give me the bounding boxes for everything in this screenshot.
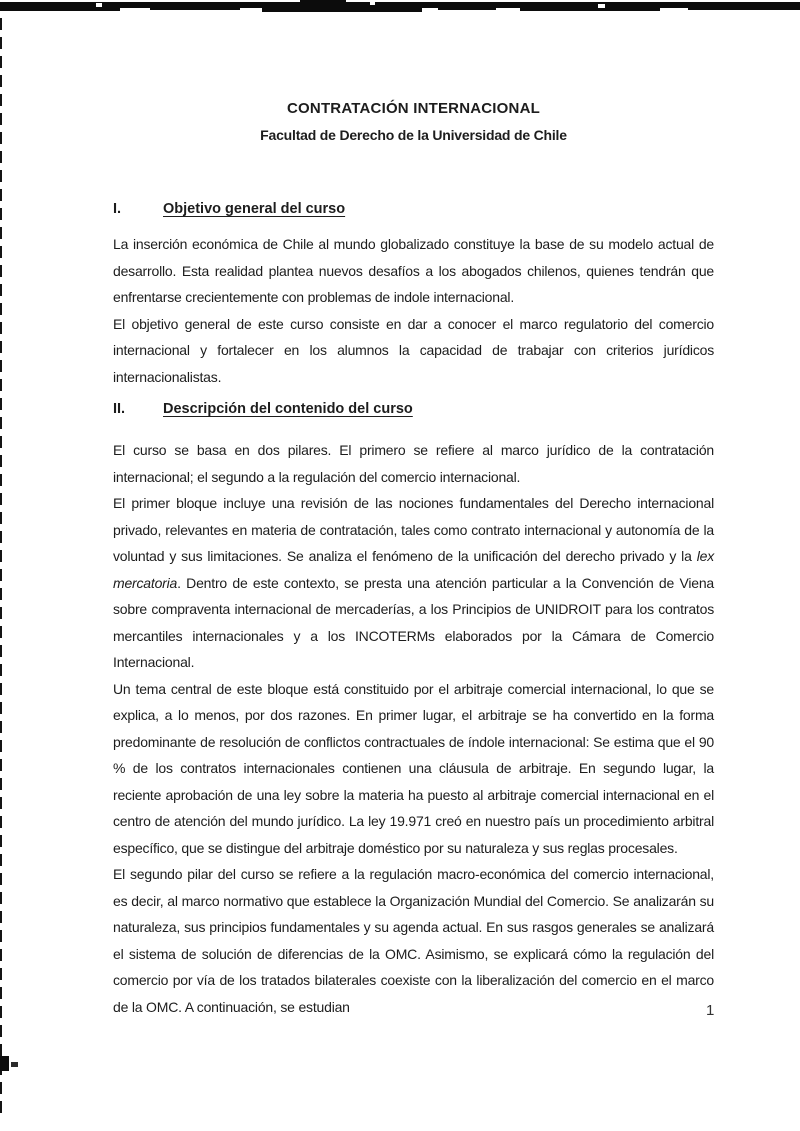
paragraph: El curso se basa en dos pilares. El primero se refiere al marco jurídico de la contratación internacional; el segundo a la regulación del comercio internacional. [113, 442, 714, 485]
latin-term: lex mercatoria [113, 548, 714, 591]
section-title: Descripción del contenido del curso [163, 401, 413, 417]
section-heading-descripcion [113, 399, 413, 419]
section-body-objetivo [113, 231, 714, 390]
scan-artifact-bottom-speck [11, 1062, 18, 1067]
document-subtitle: Facultad de Derecho de la Universidad de Chile [260, 127, 567, 143]
paragraph [113, 490, 714, 676]
section-body-descripcion [113, 437, 714, 1020]
paragraph-text: . Dentro de este contexto, se presta una atención particular a la Convención de Viena sobre compraventa internacional de mercaderías, a los Principios de UNIDROIT para los contratos mercantiles internacionales y a los INCOTERMs elaborados por la Cámara de Comercio Internacional. [113, 574, 714, 670]
scan-artifact-bottom-blob [0, 1056, 9, 1071]
scan-artifact-top-edge [0, 0, 800, 16]
page-number: 1 [706, 1002, 715, 1019]
paragraph-text: El primer bloque incluye una revisión de las nociones fundamentales del Derecho internacional privado, relevantes en materia de contratación, tales como contrato internacional y autonomía de la voluntad y sus limitaciones. Se analiza el fenómeno de la unificación del derecho privado y la [113, 495, 714, 564]
document-title: CONTRATACIÓN INTERNACIONAL [287, 100, 540, 117]
paragraph: Un tema central de este bloque está constituido por el arbitraje comercial internacional, lo que se explica, a lo menos, por dos razones. En primer lugar, el arbitraje se ha convertido en la forma predominante de resolución de conflictos contractuales de índole internacional: Se estima que el 90 % de los contratos internacionales contienen una cláusula de arbitraje. En segundo lugar, la reciente aprobación de una ley sobre la materia ha puesto al arbitraje comercial internacional en el centro de atención del mundo jurídico. La ley 19.971 creó en nuestro país un procedimiento arbitral específico, que se distingue del arbitraje doméstico por su naturaleza y sus reglas procesales. [113, 680, 714, 856]
section-number: I. [113, 201, 122, 217]
section-title: Objetivo general del curso [163, 201, 346, 217]
document-header [113, 95, 714, 149]
section-number: II. [113, 401, 126, 417]
paragraph: El objetivo general de este curso consiste en dar a conocer el marco regulatorio del comercio internacional y fortalecer en los alumnos la capacidad de trabajar con criterios jurídicos internacionalistas. [113, 315, 714, 385]
scan-artifact-left-edge [0, 18, 2, 1118]
section-heading-objetivo [113, 199, 345, 219]
paragraph: El segundo pilar del curso se refiere a la regulación macro-económica del comercio internacional, es decir, al marco normativo que establece la Organización Mundial del Comercio. Se analizarán su naturaleza, sus principios fundamentales y su agenda actual. En sus rasgos generales se analizará el sistema de solución de diferencias de la OMC. Asimismo, se explicará cómo la regulación del comercio por vía de los tratados bilaterales coexiste con la liberalización del comercio en el marco de la OMC. A continuación, se estudian [113, 866, 714, 1015]
paragraph: La inserción económica de Chile al mundo globalizado constituye la base de su modelo actual de desarrollo. Esta realidad plantea nuevos desafíos a los abogados chilenos, quienes tendrán que enfrentarse crecientemente con problemas de indole internacional. [113, 236, 714, 305]
